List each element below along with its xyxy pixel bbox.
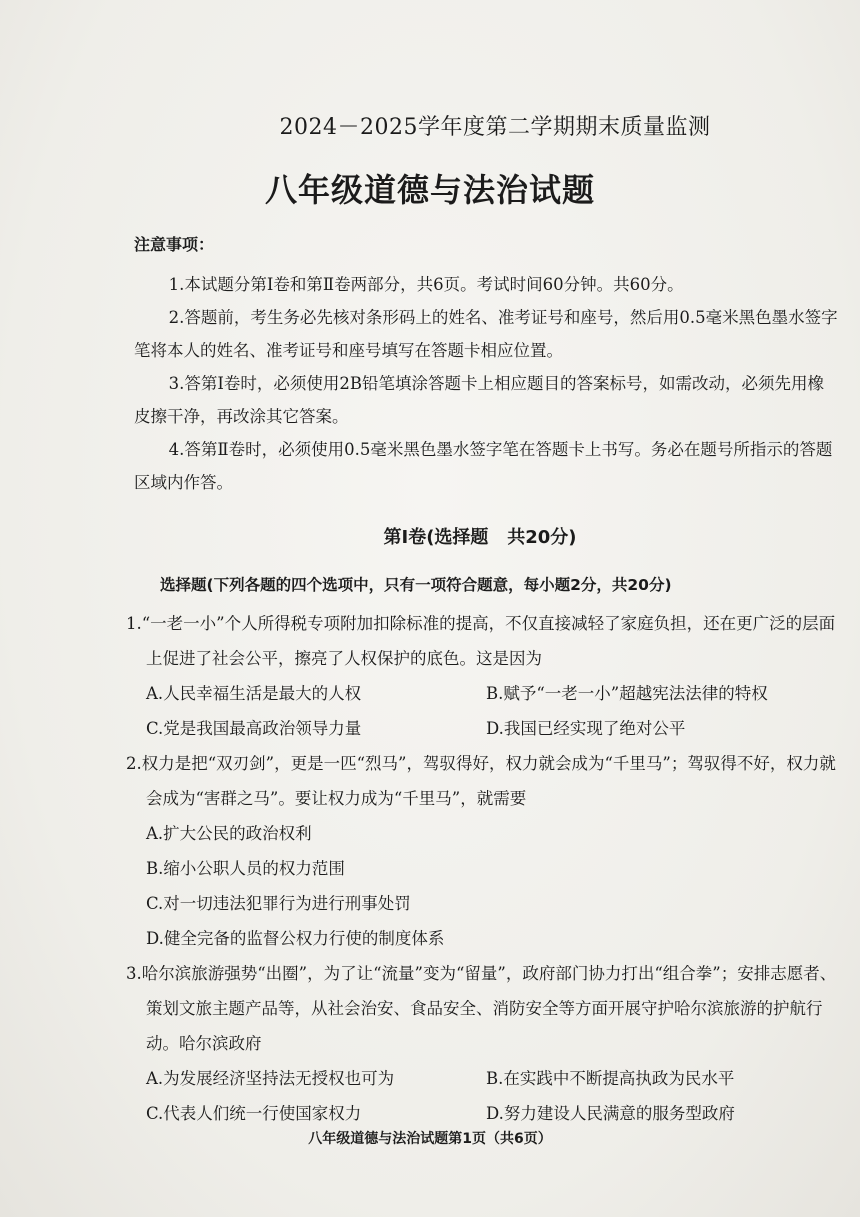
page-footer: 八年级道德与法治试题第1页（共6页）: [308, 1131, 552, 1147]
option-d: D.我国已经实现了绝对公平: [486, 719, 686, 738]
option-c: C.对一切违法犯罪行为进行刑事处罚: [146, 894, 411, 913]
section-instruction: 选择题(下列各题的四个选项中，只有一项符合题意，每小题2分，共20分): [160, 576, 672, 594]
notice-item: 4.答第Ⅱ卷时，必须使用0.5毫米黑色墨水签字笔在答题卡上书写。务必在题号所指示的答题区域内作答。: [134, 440, 833, 492]
exam-subtitle: 2024－2025学年度第二学期期末质量监测: [279, 115, 711, 140]
option-c: C.代表人们统一行使国家权力: [146, 1104, 362, 1123]
option-d: D.健全完备的监督公权力行使的制度体系: [146, 929, 445, 948]
option-a: A.人民幸福生活是最大的人权: [146, 684, 362, 703]
exam-title: 八年级道德与法治试题: [264, 171, 595, 209]
notice-item: 3.答第Ⅰ卷时，必须使用2B铅笔填涂答题卡上相应题目的答案标号，如需改动，必须先用橡皮擦干净，再改涂其它答案。: [134, 374, 825, 426]
option-d: D.努力建设人民满意的服务型政府: [486, 1104, 735, 1123]
option-b: B.在实践中不断提高执政为民水平: [486, 1069, 735, 1088]
notice-list: [134, 268, 840, 499]
notice-item: 1.本试题分第Ⅰ卷和第Ⅱ卷两部分，共6页。考试时间60分钟。共60分。: [168, 275, 684, 294]
question-3: [126, 956, 842, 1131]
question-1: [126, 606, 842, 746]
option-c: C.党是我国最高政治领导力量: [146, 719, 362, 738]
question-list: [126, 606, 842, 1131]
notice-item: 2.答题前，考生务必先核对条形码上的姓名、准考证号和座号，然后用0.5毫米黑色墨水签字笔将本人的姓名、准考证号和座号填写在答题卡相应位置。: [134, 308, 838, 360]
notice-heading: 注意事项：: [134, 235, 215, 254]
option-a: A.为发展经济坚持法无授权也可为: [146, 1069, 395, 1088]
question-2: [126, 746, 842, 956]
section-title: 第Ⅰ卷(选择题 共20分): [383, 527, 577, 548]
question-stem: 1.“一老一小”个人所得税专项附加扣除标准的提高，不仅直接减轻了家庭负担，还在更广泛的层面上促进了社会公平，擦亮了人权保护的底色。这是因为: [126, 614, 836, 668]
question-stem: 3.哈尔滨旅游强势“出圈”，为了让“流量”变为“留量”，政府部门协力打出“组合拳”；安排志愿者、策划文旅主题产品等，从社会治安、食品安全、消防安全等方面开展守护哈尔滨旅游的护航行动。哈尔滨政府: [126, 964, 837, 1053]
option-b: B.缩小公职人员的权力范围: [146, 859, 345, 878]
option-b: B.赋予“一老一小”超越宪法法律的特权: [486, 684, 768, 703]
option-a: A.扩大公民的政治权利: [146, 824, 312, 843]
question-stem: 2.权力是把“双刃剑”，更是一匹“烈马”，驾驭得好，权力就会成为“千里马”；驾驭得不好，权力就会成为“害群之马”。要让权力成为“千里马”，就需要: [126, 754, 836, 808]
